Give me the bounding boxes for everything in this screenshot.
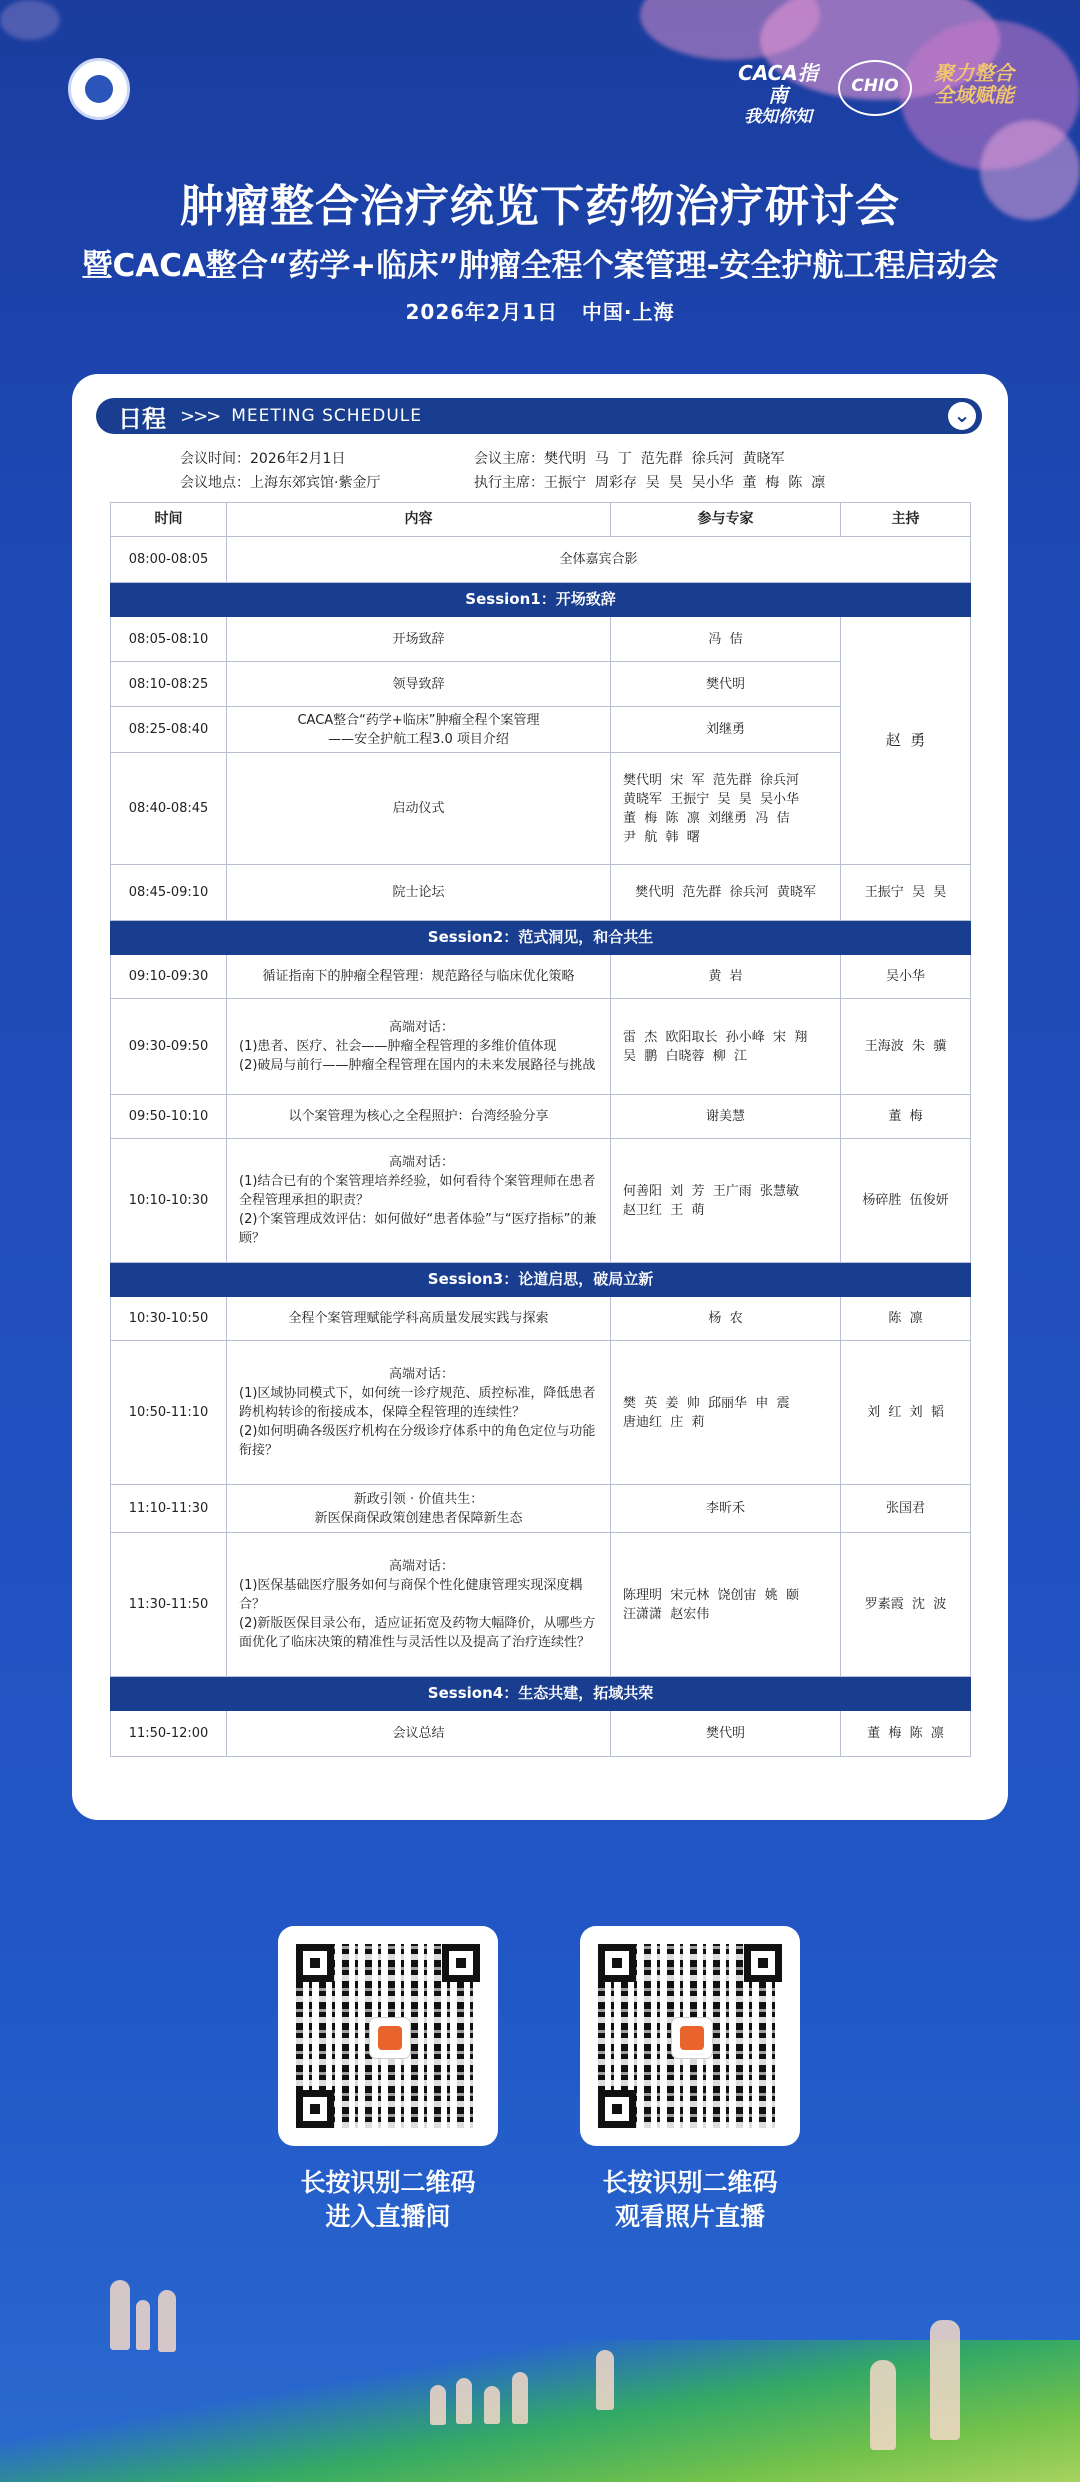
date-place: 2026年2月1日 中国·上海 xyxy=(405,300,675,324)
table-row xyxy=(111,1139,971,1263)
col-header-time: 时间 xyxy=(111,503,227,537)
dialogue-topics: (1)结合已有的个案管理培养经验，如何看待个案管理师在患者全程管理承担的职责？ (2)个案管理成效评估：如何做好“患者体验”与“医疗指标”的兼顾？ xyxy=(239,1174,597,1246)
content-body: 新医保商保政策创建患者保障新生态 xyxy=(314,1510,523,1526)
row-experts: 李昕禾 xyxy=(611,1485,841,1533)
row-host: 刘 红 刘 韬 xyxy=(841,1341,971,1485)
grass-decoration xyxy=(0,2340,1080,2482)
row-experts: 冯 佶 xyxy=(611,617,841,662)
schedule-title-en: MEETING SCHEDULE xyxy=(231,406,423,426)
row-experts: 刘继勇 xyxy=(611,707,841,753)
session-title: Session3：论道启思，破局立新 xyxy=(427,1270,654,1288)
table-row xyxy=(111,865,971,921)
row-time: 08:10-08:25 xyxy=(111,662,227,707)
row-time: 08:25-08:40 xyxy=(111,707,227,753)
session-header xyxy=(111,921,971,955)
row-time: 11:30-11:50 xyxy=(111,1533,227,1677)
session-header xyxy=(111,583,971,617)
row-host: 董 梅 xyxy=(841,1095,971,1139)
live-stream-caption: 长按识别二维码 进入直播间 xyxy=(300,2168,476,2231)
row-time: 10:10-10:30 xyxy=(111,1139,227,1263)
row-content: CACA整合“药学+临床”肿瘤全程个案管理 ——安全护航工程3.0 项目介绍 xyxy=(227,707,611,753)
app-logo-icon xyxy=(672,2018,712,2058)
row-content: 循证指南下的肿瘤全程管理：规范路径与临床优化策略 xyxy=(227,955,611,999)
dialogue-topics: (1)患者、医疗、社会——肿瘤全程管理的多维价值体现 (2)破局与前行——肿瘤全程管理在国内的未来发展路径与挑战 xyxy=(239,1039,596,1073)
row-time: 10:30-10:50 xyxy=(111,1297,227,1341)
row-host: 吴小华 xyxy=(841,955,971,999)
row-content: 院士论坛 xyxy=(227,865,611,921)
row-host: 罗素霞 沈 波 xyxy=(841,1533,971,1677)
row-experts: 谢美慧 xyxy=(611,1095,841,1139)
row-content: 以个案管理为核心之全程照护：台湾经验分享 xyxy=(227,1095,611,1139)
session-title: Session4：生态共建，拓域共荣 xyxy=(427,1684,654,1702)
table-row xyxy=(111,1095,971,1139)
table-header-row xyxy=(111,503,971,537)
row-content xyxy=(227,1139,611,1263)
photo-live-caption: 长按识别二维码 观看照片直播 xyxy=(602,2168,778,2231)
row-experts: 陈理明 宋元林 饶创宙 姚 颐 汪潇潇 赵宏伟 xyxy=(611,1533,841,1677)
row-experts: 樊代明 范先群 徐兵河 黄晓军 xyxy=(611,865,841,921)
page-title: 肿瘤整合治疗统览下药物治疗研讨会 xyxy=(180,181,900,232)
meeting-place: 会议地点：上海东郊宾馆·紫金厅 xyxy=(180,475,381,491)
row-time: 08:45-09:10 xyxy=(111,865,227,921)
row-experts: 杨 农 xyxy=(611,1297,841,1341)
row-experts: 樊代明 xyxy=(611,1711,841,1757)
chevron-down-icon[interactable]: ⌄ xyxy=(948,402,976,430)
session-title: Session2：范式洞见，和合共生 xyxy=(427,928,654,946)
live-stream-qr-card[interactable] xyxy=(278,1926,498,2146)
row-content xyxy=(227,1533,611,1677)
dialogue-topics: (1)区域协同模式下，如何统一诊疗规范、质控标准，降低患者跨机构转诊的衔接成本，保障全程管理的连续性？ (2)如何明确各级医疗机构在分级诊疗体系中的角色定位与功能衔接？ xyxy=(239,1386,596,1458)
row-time: 08:40-08:45 xyxy=(111,753,227,865)
row-time: 09:30-09:50 xyxy=(111,999,227,1095)
session-title: Session1：开场致辞 xyxy=(465,590,616,608)
row-content: 领导致辞 xyxy=(227,662,611,707)
row-content xyxy=(227,999,611,1095)
col-header-content: 内容 xyxy=(227,503,611,537)
table-row xyxy=(111,1341,971,1485)
session-header xyxy=(111,1263,971,1297)
dialogue-topics: (1)医保基础医疗服务如何与商保个性化健康管理实现深度耦合？ (2)新版医保目录公布，适应证拓宽及药物大幅降价，从哪些方面优化了临床决策的精准性与灵活性以及提高了治疗连续性？ xyxy=(239,1578,596,1650)
col-header-host: 主持 xyxy=(841,503,971,537)
table-row xyxy=(111,1485,971,1533)
row-host: 董 梅 陈 凛 xyxy=(841,1711,971,1757)
row-content: 全程个案管理赋能学科高质量发展实践与探索 xyxy=(227,1297,611,1341)
table-row xyxy=(111,999,971,1095)
row-experts: 樊代明 宋 军 范先群 徐兵河 黄晓军 王振宁 吴 昊 吴小华 董 梅 陈 凛 刘继勇 冯 佶 尹 航 韩 曙 xyxy=(611,753,841,865)
content-heading: 新政引领 · 价值共生： xyxy=(353,1491,484,1507)
row-host: 张国君 xyxy=(841,1485,971,1533)
row-host: 王振宁 吴 昊 xyxy=(841,865,971,921)
meeting-chairs: 会议主席：樊代明 马 丁 范先群 徐兵河 黄晓军 xyxy=(474,451,785,467)
col-header-experts: 参与专家 xyxy=(611,503,841,537)
dialogue-heading: 高端对话： xyxy=(388,1559,454,1574)
row-time: 08:00-08:05 xyxy=(111,537,227,583)
row-experts: 樊 英 姜 帅 邱丽华 申 震 唐迪红 庄 莉 xyxy=(611,1341,841,1485)
row-experts: 黄 岩 xyxy=(611,955,841,999)
schedule-header-bar xyxy=(96,398,982,434)
table-row xyxy=(111,617,971,662)
table-row xyxy=(111,1711,971,1757)
qr-code[interactable] xyxy=(598,1944,782,2128)
row-content: 开场致辞 xyxy=(227,617,611,662)
row-time: 08:05-08:10 xyxy=(111,617,227,662)
schedule-title: 日程 xyxy=(118,404,166,433)
qr-code[interactable] xyxy=(296,1944,480,2128)
row-host: 王海波 朱 骥 xyxy=(841,999,971,1095)
arrows-icon: >>> xyxy=(180,405,220,427)
page-subtitle: 暨CACA整合“药学+临床”肿瘤全程个案管理-安全护航工程启动会 xyxy=(81,248,999,284)
row-content xyxy=(227,1341,611,1485)
row-content: 全体嘉宾合影 xyxy=(227,537,971,583)
table-row xyxy=(111,955,971,999)
dialogue-heading: 高端对话： xyxy=(388,1367,454,1382)
table-row xyxy=(111,537,971,583)
row-time: 09:10-09:30 xyxy=(111,955,227,999)
juli-slogan: 聚力整合 全域赋能 xyxy=(934,61,1014,107)
table-row xyxy=(111,1297,971,1341)
row-time: 09:50-10:10 xyxy=(111,1095,227,1139)
dialogue-heading: 高端对话： xyxy=(388,1155,454,1170)
row-experts: 雷 杰 欧阳取长 孙小峰 宋 翔 吴 鹏 白晓蓉 柳 江 xyxy=(611,999,841,1095)
row-content: 会议总结 xyxy=(227,1711,611,1757)
meeting-time: 会议时间：2026年2月1日 xyxy=(180,451,346,467)
chio-logo: CHIO xyxy=(838,60,912,116)
row-experts: 何善阳 刘 芳 王广雨 张慧敏 赵卫红 王 萌 xyxy=(611,1139,841,1263)
caca-guideline-logo: CACA指南 我知你知 xyxy=(738,61,818,127)
session-header xyxy=(111,1677,971,1711)
row-time: 11:50-12:00 xyxy=(111,1711,227,1757)
executive-chairs: 执行主席：王振宁 周彩存 吴 昊 吴小华 董 梅 陈 凛 xyxy=(474,475,826,491)
row-experts: 樊代明 xyxy=(611,662,841,707)
app-logo-icon xyxy=(370,2018,410,2058)
row-content xyxy=(227,1485,611,1533)
schedule-table xyxy=(110,502,971,1757)
row-content: 启动仪式 xyxy=(227,753,611,865)
row-host: 赵 勇 xyxy=(841,617,971,865)
row-time: 10:50-11:10 xyxy=(111,1341,227,1485)
row-time: 11:10-11:30 xyxy=(111,1485,227,1533)
dialogue-heading: 高端对话： xyxy=(388,1020,454,1035)
photo-live-qr-card[interactable] xyxy=(580,1926,800,2146)
row-host: 杨碎胜 伍俊妍 xyxy=(841,1139,971,1263)
table-row xyxy=(111,1533,971,1677)
row-host: 陈 凛 xyxy=(841,1297,971,1341)
society-logo xyxy=(68,58,130,120)
schedule-card xyxy=(72,374,1008,1820)
